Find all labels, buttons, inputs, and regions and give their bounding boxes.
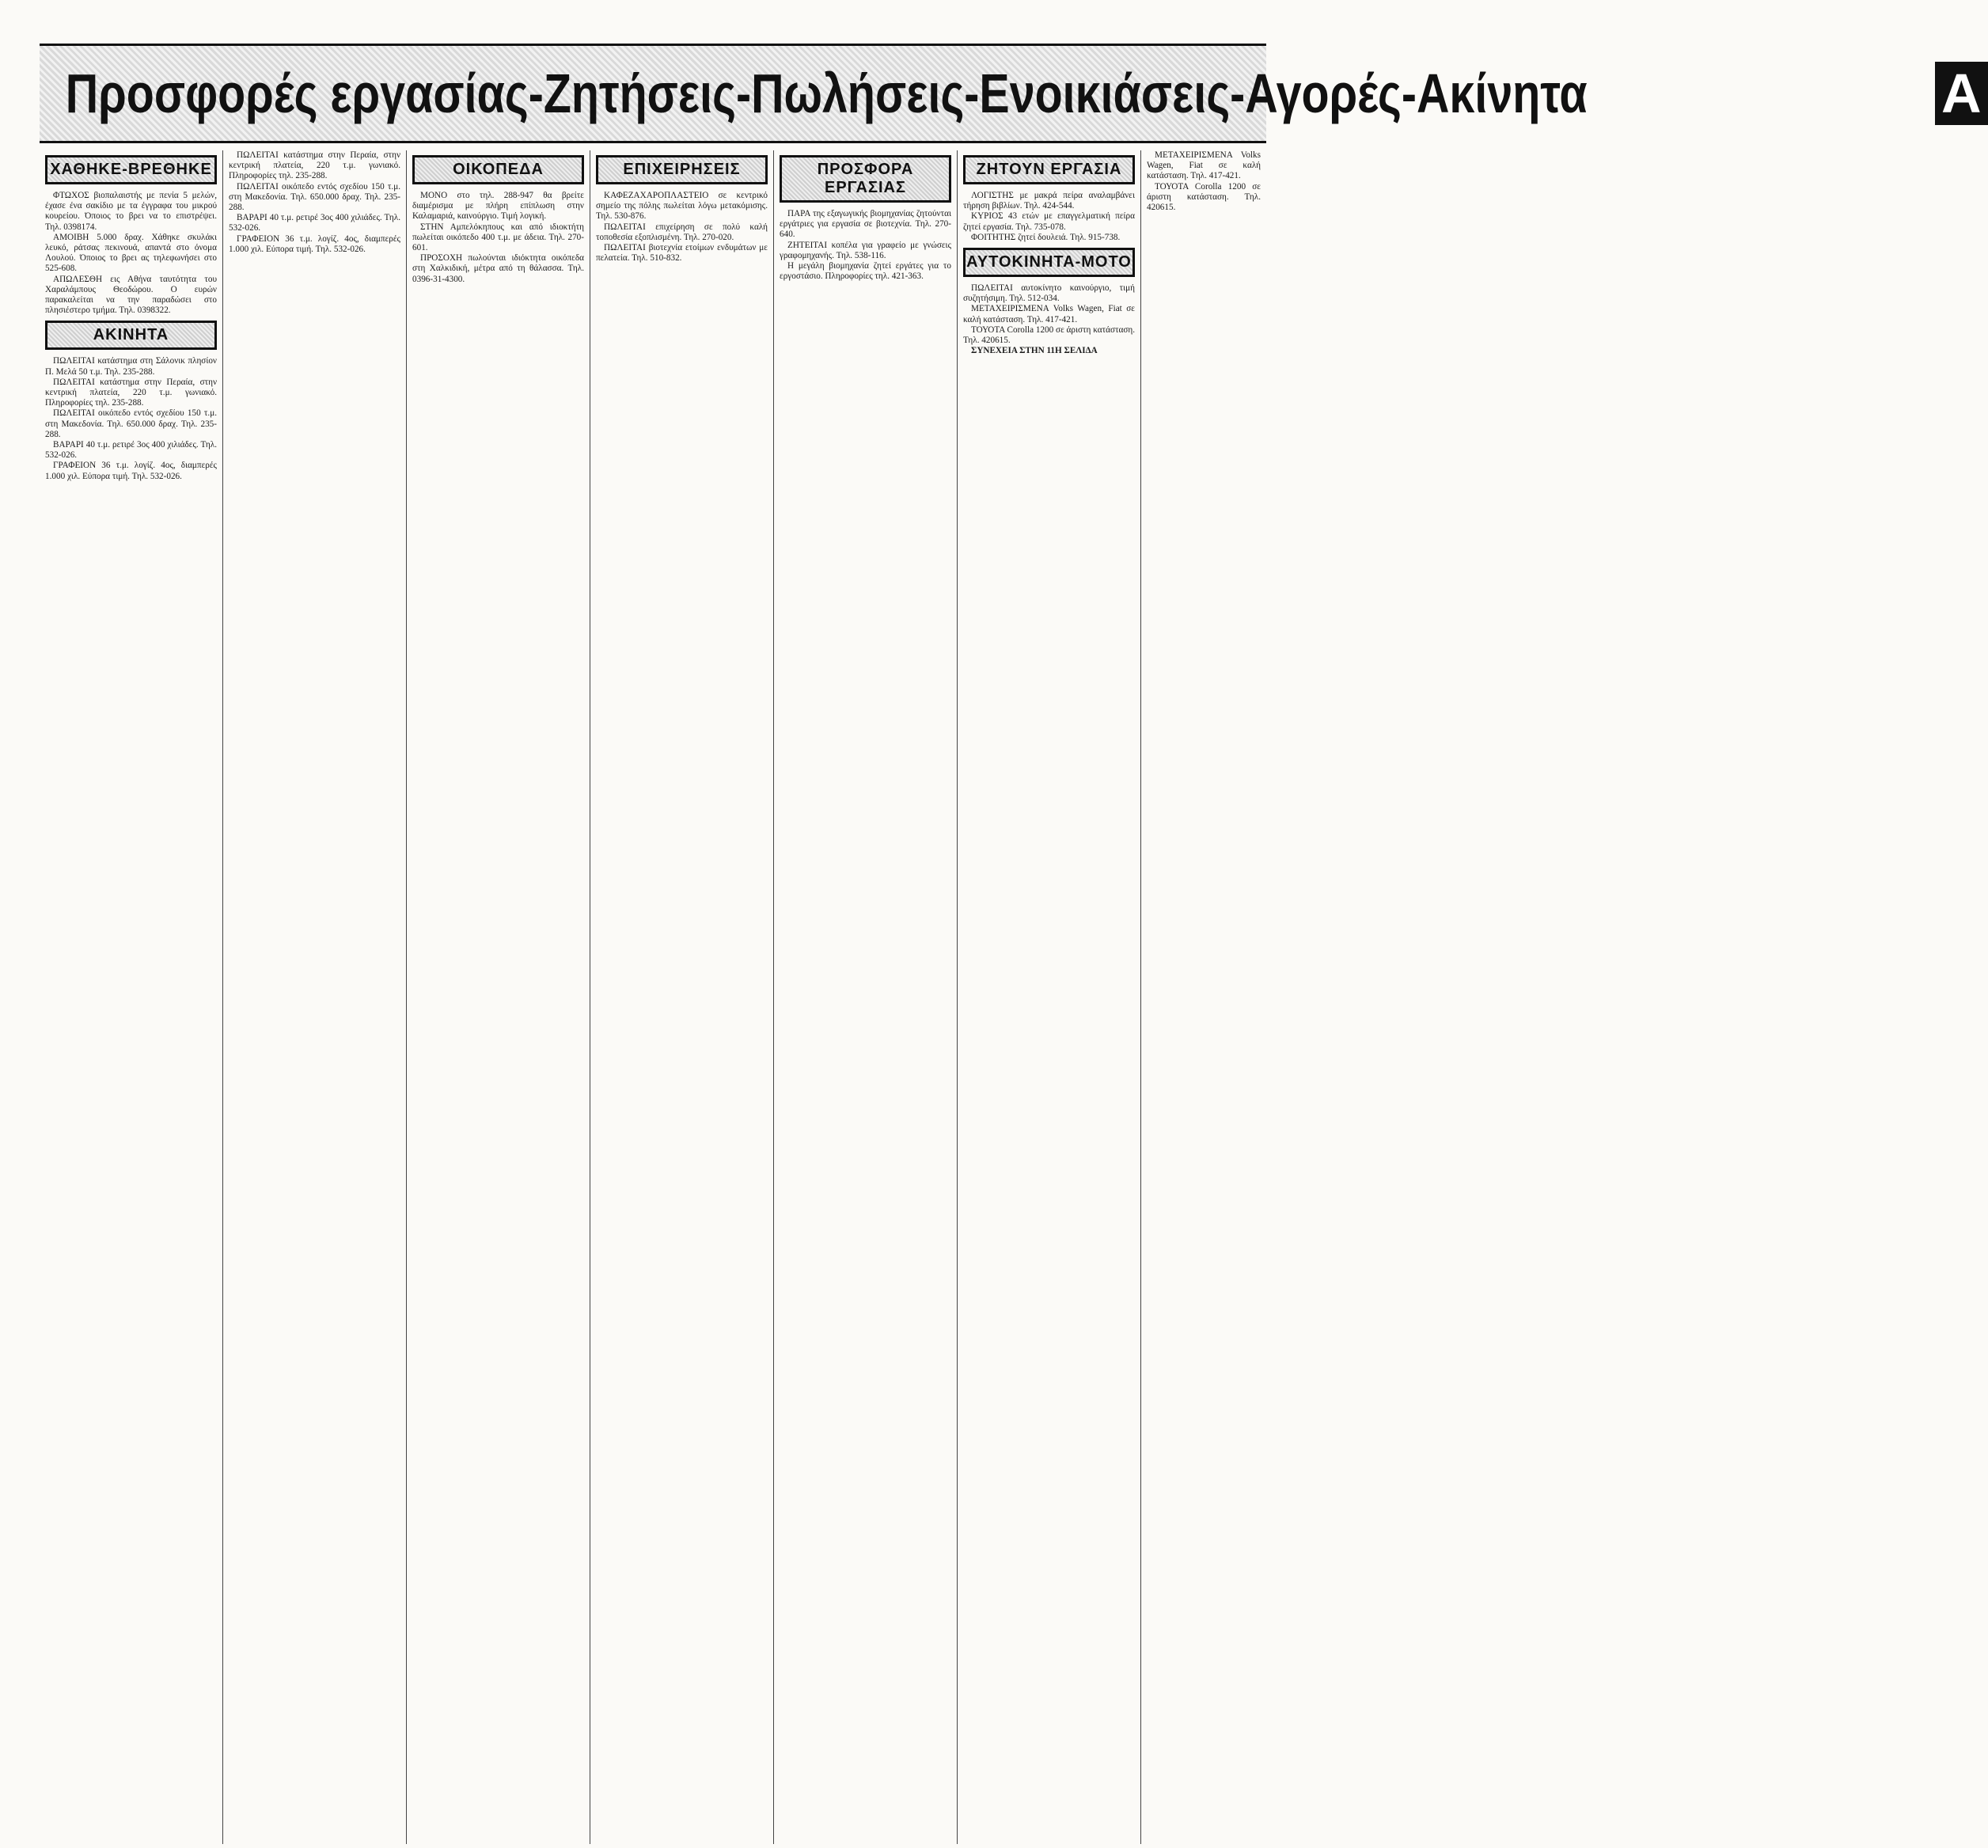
classified-ad: ΜΟΝΟ στο τηλ. 288-947 θα βρείτε διαμέρισμα με πλήρη επίπλωση στην Καλαμαριά, καινούργιο. Τιμή λογική.: [412, 191, 584, 222]
classified-ad: ΠΡΟΣΟΧΗ πωλούνται ιδιόκτητα οικόπεδα στη Χαλκιδική, μέτρα από τη θάλασσα. Τηλ. 0396-31-4300.: [412, 253, 584, 284]
section-header-cars-moto: ΑΥΤΟΚΙΝΗΤΑ-ΜΟΤΟ: [963, 248, 1135, 277]
column-1: [40, 150, 223, 1844]
classified-ad: ΓΡΑΦΕΙΟΝ 36 τ.μ. λογίζ. 4ος, διαμπερές 1.000 χιλ. Εύπορα τιμή. Τηλ. 532-026.: [45, 461, 217, 481]
classified-ad: ΛΟΓΙΣΤΗΣ με μακρά πείρα αναλαμβάνει τήρηση βιβλίων. Τηλ. 424-544.: [963, 191, 1135, 211]
classified-ad: ΜΕΤΑΧΕΙΡΙΣΜΕΝΑ Volks Wagen, Fiat σε καλή κατάσταση. Τηλ. 417-421.: [963, 304, 1135, 324]
section-header-seeking-work: ΖΗΤΟΥΝ ΕΡΓΑΣΙΑ: [963, 155, 1135, 184]
classified-ad: ΠΩΛΕΙΤΑΙ οικόπεδο εντός σχεδίου 150 τ.μ. στη Μακεδονία. Τηλ. 650.000 δραχ. Τηλ. 235-288.: [45, 408, 217, 439]
classified-ad: ΑΠΩΛΕΣΘΗ εις Αθήνα ταυτότητα του Χαραλάμπους Θεοδώρου. Ο ευρών παρακαλείται να την παραδώσει στο πλησιέστερο τμήμα. Τηλ. 0398322.: [45, 274, 217, 316]
classified-ad: ΣΤΗΝ Αμπελόκηπους και από ιδιοκτήτη πωλείται οικόπεδο 400 τ.μ. με άδεια. Τηλ. 270-601.: [412, 222, 584, 253]
classified-ad: ΠΩΛΕΙΤΑΙ βιοτεχνία ετοίμων ενδυμάτων με πελατεία. Τηλ. 510-832.: [596, 243, 768, 264]
classified-ad: ΓΡΑΦΕΙΟΝ 36 τ.μ. λογίζ. 4ος, διαμπερές 1.000 χιλ. Εύπορα τιμή. Τηλ. 532-026.: [229, 233, 400, 254]
classified-ad: ΠΩΛΕΙΤΑΙ επιχείρηση σε πολύ καλή τοποθεσία εξοπλισμένη. Τηλ. 270-020.: [596, 222, 768, 242]
banner-title: Προσφορές εργασίας-Ζητήσεις-Πωλήσεις-Ενοικιάσεις-Αγορές-Ακίνητα: [65, 63, 1588, 124]
classified-ad: ΦΤΩΧΟΣ βιοπαλαιστής με πενία 5 μελών, έχασε ένα σακίδιο με τα έγγραφα του μικρού κουρείου. Όποιος το βρει να το επιστρέψει. Τηλ. 0398174.: [45, 191, 217, 232]
classified-ad: ΑΜΟΙΒΗ 5.000 δραχ. Χάθηκε σκυλάκι λευκό, ράτσας πεκινουά, απαντά στο όνομα Λουλού. Όποιος το βρει ας τηλεφωνήσει στο 525-608.: [45, 232, 217, 274]
column-7-cropped: [1141, 150, 1266, 1844]
classified-ad: ΖΗΤΕΙΤΑΙ κοπέλα για γραφείο με γνώσεις γραφομηχανής. Τηλ. 538-116.: [780, 240, 951, 260]
section-header-real-estate: ΑΚΙΝΗΤΑ: [45, 321, 217, 350]
classified-ad: ΚΑΦΕΖΑΧΑΡΟΠΛΑΣΤΕΙΟ σε κεντρικό σημείο της πόλης πωλείται λόγω μετακόμισης. Τηλ. 530-876.: [596, 191, 768, 222]
classified-ad: ΠΩΛΕΙΤΑΙ κατάστημα στην Περαία, στην κεντρική πλατεία, 220 τ.μ. γωνιακό. Πληροφορίες τηλ. 235-288.: [45, 377, 217, 408]
section-header-lost-found: ΧΑΘΗΚΕ-ΒΡΕΘΗΚΕ: [45, 155, 217, 184]
column-4: [590, 150, 774, 1844]
continued-note: ΣΥΝΕΧΕΙΑ ΣΤΗΝ 11Η ΣΕΛΙΔΑ: [971, 346, 1098, 356]
classified-ad: ΜΕΤΑΧΕΙΡΙΣΜΕΝΑ Volks Wagen, Fiat σε καλή κατάσταση. Τηλ. 417-421.: [1147, 150, 1261, 181]
classified-ad: ΠΩΛΕΙΤΑΙ κατάστημα στην Περαία, στην κεντρική πλατεία, 220 τ.μ. γωνιακό. Πληροφορίες τηλ. 235-288.: [229, 150, 400, 181]
section-header-plots: ΟΙΚΟΠΕΔΑ: [412, 155, 584, 184]
classified-ad: ΠΩΛΕΙΤΑΙ οικόπεδο εντός σχεδίου 150 τ.μ. στη Μακεδονία. Τηλ. 650.000 δραχ. Τηλ. 235-288.: [229, 181, 400, 213]
ads-columns: [40, 150, 1266, 1844]
section-header-businesses: ΕΠΙΧΕΙΡΗΣΕΙΣ: [596, 155, 768, 184]
classified-ad: Η μεγάλη βιομηχανία ζητεί εργάτες για το εργοστάσιο. Πληροφορίες τηλ. 421-363.: [780, 261, 951, 282]
banner-tail: Α: [1935, 62, 1988, 125]
classified-ad: ΒΑΡΑΡΙ 40 τ.μ. ρετιρέ 3ος 400 χιλιάδες. Τηλ. 532-026.: [229, 213, 400, 233]
classified-ad: ΠΑΡΑ της εξαγωγικής βιομηχανίας ζητούνται εργάτριες για εργασία σε βιοτεχνία. Τηλ. 270-640.: [780, 209, 951, 240]
classified-ad: ΤΟΥΟΤΑ Corolla 1200 σε άριστη κατάσταση. Τηλ. 420615.: [1147, 181, 1261, 213]
section-header-job-offers: ΠΡΟΣΦΟΡΑ ΕΡΓΑΣΙΑΣ: [780, 155, 951, 203]
classified-ad: ΒΑΡΑΡΙ 40 τ.μ. ρετιρέ 3ος 400 χιλιάδες. Τηλ. 532-026.: [45, 440, 217, 461]
classified-ad: ΠΩΛΕΙΤΑΙ κατάστημα στη Σάλονικ πλησίον Π. Μελά 50 τ.μ. Τηλ. 235-288.: [45, 356, 217, 377]
column-3: [407, 150, 590, 1844]
column-5: [774, 150, 958, 1844]
classified-ad: ΚΥΡΙΟΣ 43 ετών με επαγγελματική πείρα ζητεί εργασία. Τηλ. 735-078.: [963, 211, 1135, 232]
classified-ad: ΦΟΙΤΗΤΗΣ ζητεί δουλειά. Τηλ. 915-738.: [971, 232, 1121, 242]
column-2: [223, 150, 407, 1844]
column-6: [958, 150, 1141, 1844]
classified-ad: ΤΟΥΟΤΑ Corolla 1200 σε άριστη κατάσταση. Τηλ. 420615.: [963, 324, 1136, 346]
page-banner: [40, 44, 1982, 143]
classified-ad: ΠΩΛΕΙΤΑΙ αυτοκίνητο καινούργιο, τιμή συζητήσιμη. Τηλ. 512-034.: [963, 283, 1135, 304]
